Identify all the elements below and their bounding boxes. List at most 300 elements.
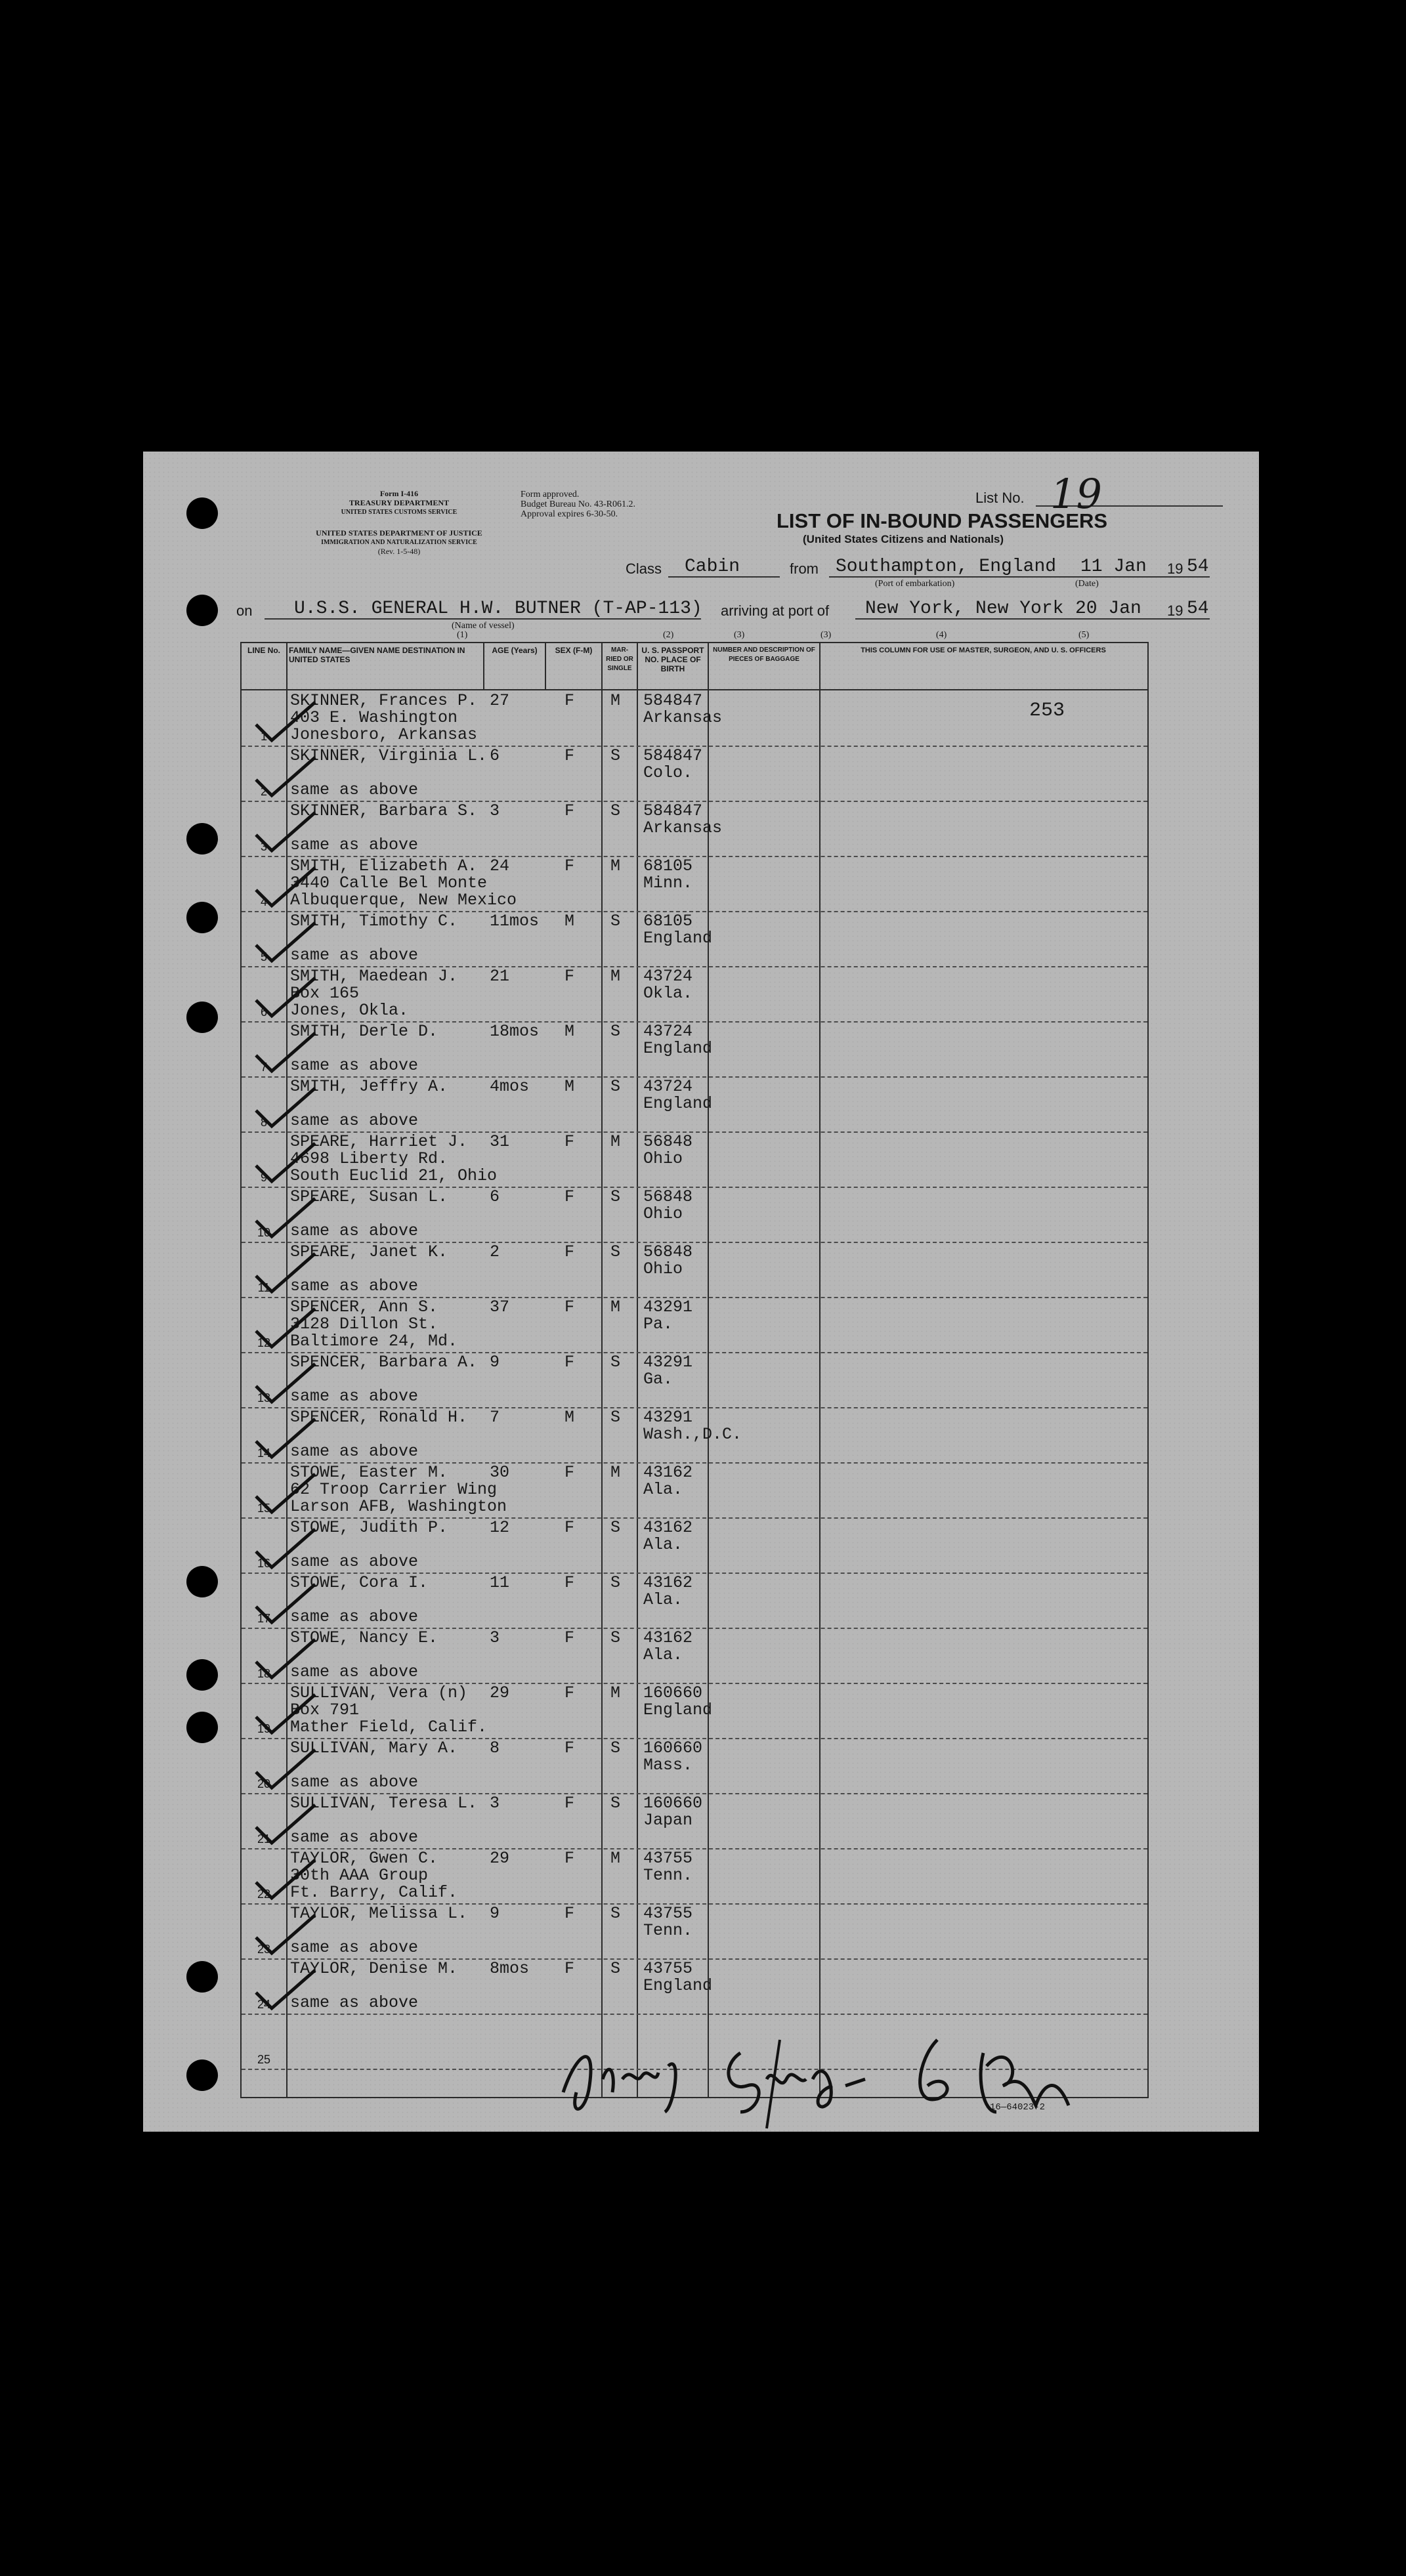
passport-number: 43291	[643, 1408, 693, 1427]
passenger-name: TAYLOR, Denise M.	[290, 1959, 458, 1978]
budget-bureau-no: Budget Bureau No. 43-R061.2.	[521, 499, 635, 509]
line-number: 25	[257, 2053, 271, 2066]
table-row	[242, 1903, 1147, 1958]
sex: F	[565, 856, 575, 876]
address-line-1: 30th AAA Group	[290, 1866, 429, 1885]
sex: F	[565, 1132, 575, 1151]
marital-status: S	[610, 1242, 621, 1261]
sex: F	[565, 1573, 575, 1592]
age: 18mos	[490, 1022, 540, 1041]
form-title: LIST OF IN-BOUND PASSENGERS	[777, 509, 1108, 532]
passenger-name: SMITH, Timothy C.	[290, 912, 458, 931]
sex: F	[565, 691, 575, 710]
line-number: 17	[257, 1612, 271, 1625]
place-of-birth: Wash.,D.C.	[643, 1425, 742, 1444]
address-line-2: Baltimore 24, Md.	[290, 1332, 458, 1351]
address-line-2: Mather Field, Calif.	[290, 1718, 488, 1737]
passenger-name: TAYLOR, Gwen C.	[290, 1849, 438, 1868]
address-line-1: 62 Troop Carrier Wing	[290, 1480, 498, 1499]
line-number: 10	[257, 1226, 271, 1239]
address-line-2: Albuquerque, New Mexico	[290, 891, 517, 910]
embark-year-prefix: 19	[1167, 560, 1183, 577]
age: 11mos	[490, 912, 540, 931]
sex: F	[565, 1849, 575, 1868]
passenger-name: STOWE, Cora I.	[290, 1573, 429, 1592]
address-line-2: same as above	[290, 1938, 419, 1957]
passenger-name: SKINNER, Frances P.	[290, 691, 478, 710]
address-line-2: same as above	[290, 946, 419, 965]
table-row	[242, 1021, 1147, 1076]
passport-number: 43724	[643, 1022, 693, 1041]
check-mark-icon	[247, 1139, 319, 1185]
marital-status: S	[610, 1904, 621, 1923]
col-num-5: (5)	[1078, 630, 1090, 640]
arrival-date: 20 Jan	[1075, 599, 1141, 619]
address-line-2: same as above	[290, 1993, 419, 2012]
line-number: 4	[260, 895, 267, 908]
marital-status: S	[610, 1628, 621, 1647]
check-mark-icon	[247, 698, 319, 744]
age: 30	[490, 1463, 510, 1482]
binder-hole	[186, 2059, 218, 2091]
place-of-birth: Tenn.	[643, 1866, 693, 1885]
binder-hole	[186, 497, 218, 529]
col-num-3a: (3)	[734, 630, 745, 640]
age: 6	[490, 1187, 500, 1206]
place-of-birth: Ga.	[643, 1370, 673, 1389]
age: 29	[490, 1683, 510, 1702]
sex: M	[565, 1022, 575, 1041]
passenger-name: SPEARE, Janet K.	[290, 1242, 448, 1261]
address-line-2: Jones, Okla.	[290, 1001, 409, 1020]
binder-hole	[186, 595, 218, 626]
address-line-2: same as above	[290, 1221, 419, 1240]
age: 2	[490, 1242, 500, 1261]
check-mark-icon	[247, 1636, 319, 1681]
line-number: 19	[257, 1722, 271, 1735]
sex: F	[565, 801, 575, 820]
marital-status: S	[610, 1408, 621, 1427]
passenger-name: SKINNER, Virginia L.	[290, 746, 488, 765]
passenger-name: SULLIVAN, Teresa L.	[290, 1794, 478, 1813]
header-baggage: NUMBER AND DESCRIPTION OF PIECES OF BAGGAGE	[713, 646, 815, 663]
line-number: 3	[260, 840, 267, 853]
check-mark-icon	[247, 1746, 319, 1792]
binder-hole	[186, 1566, 218, 1597]
line-number: 12	[257, 1336, 271, 1349]
passport-number: 584847	[643, 801, 703, 820]
arrival-port: New York, New York	[865, 599, 1064, 619]
age: 21	[490, 967, 510, 986]
place-of-birth: England	[643, 929, 713, 948]
line-number: 14	[257, 1446, 271, 1460]
check-mark-icon	[247, 1250, 319, 1296]
sex: F	[565, 1353, 575, 1372]
place-of-birth: Arkansas	[643, 818, 723, 837]
marital-status: S	[610, 1353, 621, 1372]
line-number: 1	[260, 730, 267, 743]
place-of-birth: Ala.	[643, 1480, 683, 1499]
age: 29	[490, 1849, 510, 1868]
age: 31	[490, 1132, 510, 1151]
passport-number: 43755	[643, 1959, 693, 1978]
sex: F	[565, 1794, 575, 1813]
sex: M	[565, 1077, 575, 1096]
check-mark-icon	[247, 1691, 319, 1737]
table-row	[242, 1793, 1147, 1848]
passenger-name: SULLIVAN, Mary A.	[290, 1739, 458, 1758]
address-line-2: South Euclid 21, Ohio	[290, 1166, 498, 1185]
place-of-birth: England	[643, 1700, 713, 1720]
place-of-birth: Arkansas	[643, 708, 723, 727]
address-line-2: same as above	[290, 1773, 419, 1792]
check-mark-icon	[247, 1029, 319, 1075]
form-footer-code: 16—64023-2	[990, 2102, 1046, 2113]
passport-number: 584847	[643, 691, 703, 710]
passport-number: 43724	[643, 967, 693, 986]
table-row	[242, 1187, 1147, 1242]
passenger-name: SPEARE, Susan L.	[290, 1187, 448, 1206]
list-no-label: List No.	[975, 490, 1025, 506]
address-line-1: 403 E. Washington	[290, 708, 458, 727]
line-number: 22	[257, 1888, 271, 1901]
passenger-name: SPENCER, Barbara A.	[290, 1353, 478, 1372]
passport-number: 160660	[643, 1683, 703, 1702]
address-line-1: 3440 Calle Bel Monte	[290, 874, 488, 893]
binder-hole	[186, 1961, 218, 1993]
age: 8mos	[490, 1959, 530, 1978]
table-row	[242, 1242, 1147, 1297]
sex: F	[565, 1242, 575, 1261]
approval-expires: Approval expires 6-30-50.	[521, 509, 618, 519]
check-mark-icon	[247, 1194, 319, 1240]
passenger-table	[240, 642, 1149, 2098]
line-number: 20	[257, 1777, 271, 1790]
age: 3	[490, 1794, 500, 1813]
marital-status: S	[610, 746, 621, 765]
passenger-name: SPEARE, Harriet J.	[290, 1132, 468, 1151]
passenger-name: SMITH, Derle D.	[290, 1022, 438, 1041]
marital-status: M	[610, 1298, 621, 1317]
age: 37	[490, 1298, 510, 1317]
passenger-manifest-page	[143, 452, 1259, 2132]
check-mark-icon	[247, 1305, 319, 1351]
passport-number: 68105	[643, 912, 693, 931]
list-no-handwritten: 19	[1050, 470, 1102, 518]
address-line-2: Jonesboro, Arkansas	[290, 725, 478, 744]
place-of-birth: Ohio	[643, 1259, 683, 1278]
passport-number: 56848	[643, 1132, 693, 1151]
embark-date: 11 Jan	[1080, 557, 1147, 577]
address-line-2: same as above	[290, 1277, 419, 1296]
ins-service: IMMIGRATION AND NATURALIZATION SERVICE	[321, 539, 477, 546]
place-of-birth: Colo.	[643, 763, 693, 782]
check-mark-icon	[247, 1580, 319, 1626]
marital-status: M	[610, 1683, 621, 1702]
age: 8	[490, 1739, 500, 1758]
line-number: 21	[257, 1832, 271, 1846]
passenger-name: SMITH, Elizabeth A.	[290, 856, 478, 876]
address-line-2: same as above	[290, 1552, 419, 1571]
age: 9	[490, 1904, 500, 1923]
passenger-name: SKINNER, Barbara S.	[290, 801, 478, 820]
header-name: FAMILY NAME—GIVEN NAME DESTINATION IN UNITED STATES	[289, 646, 465, 664]
line-number: 13	[257, 1391, 271, 1404]
marital-status: S	[610, 1187, 621, 1206]
address-line-2: same as above	[290, 1387, 419, 1406]
passenger-name: STOWE, Nancy E.	[290, 1628, 438, 1647]
place-of-birth: Ohio	[643, 1149, 683, 1168]
check-mark-icon	[247, 1084, 319, 1130]
customs-service: UNITED STATES CUSTOMS SERVICE	[341, 509, 458, 516]
passenger-name: SPENCER, Ann S.	[290, 1298, 438, 1317]
passport-number: 43291	[643, 1353, 693, 1372]
age: 24	[490, 856, 510, 876]
check-mark-icon	[247, 864, 319, 910]
address-line-2: same as above	[290, 1828, 419, 1847]
place-of-birth: England	[643, 1976, 713, 1995]
class-label: Class	[626, 560, 662, 577]
sex: F	[565, 1683, 575, 1702]
passenger-name: STOWE, Easter M.	[290, 1463, 448, 1482]
check-mark-icon	[247, 974, 319, 1020]
table-row	[242, 1683, 1147, 1738]
sex: F	[565, 967, 575, 986]
place-of-birth: Japan	[643, 1811, 693, 1830]
line-number: 23	[257, 1943, 271, 1956]
marital-status: M	[610, 967, 621, 986]
line-number: 8	[260, 1116, 267, 1129]
age: 3	[490, 1628, 500, 1647]
place-of-birth: Ohio	[643, 1204, 683, 1223]
line-number: 11	[257, 1281, 270, 1294]
col-num-4: (4)	[936, 630, 947, 640]
table-row	[242, 1297, 1147, 1352]
place-of-birth: Tenn.	[643, 1921, 693, 1940]
table-row	[242, 1462, 1147, 1517]
sex: F	[565, 1518, 575, 1537]
address-line-2: same as above	[290, 1607, 419, 1626]
passport-number: 43291	[643, 1298, 693, 1317]
line-number: 7	[260, 1061, 267, 1074]
address-line-1: 3128 Dillon St.	[290, 1315, 438, 1334]
sex: F	[565, 1959, 575, 1978]
embark-year: 54	[1187, 557, 1209, 577]
table-row	[242, 966, 1147, 1021]
binder-hole	[186, 1712, 218, 1743]
passport-number: 160660	[643, 1794, 703, 1813]
table-row	[242, 746, 1147, 801]
table-row	[242, 1848, 1147, 1903]
place-of-birth: England	[643, 1094, 713, 1113]
address-line-1: Box 165	[290, 984, 360, 1003]
age: 7	[490, 1408, 500, 1427]
arrival-year: 54	[1187, 599, 1209, 619]
passenger-name: SPENCER, Ronald H.	[290, 1408, 468, 1427]
header-age: AGE (Years)	[492, 646, 538, 655]
arriving-label: arriving at port of	[721, 602, 830, 619]
passport-number: 160660	[643, 1739, 703, 1758]
marital-status: S	[610, 1022, 621, 1041]
line-number: 15	[257, 1502, 271, 1515]
passport-number: 584847	[643, 746, 703, 765]
marital-status: M	[610, 691, 621, 710]
place-of-birth: Minn.	[643, 874, 693, 893]
from-label: from	[790, 560, 819, 577]
passport-number: 68105	[643, 856, 693, 876]
col-num-1: (1)	[457, 630, 468, 640]
place-of-birth: Ala.	[643, 1535, 683, 1554]
binder-hole	[186, 1659, 218, 1691]
age: 9	[490, 1353, 500, 1372]
place-of-birth: Okla.	[643, 984, 693, 1003]
passport-number: 56848	[643, 1242, 693, 1261]
age: 12	[490, 1518, 510, 1537]
line-number: 2	[260, 785, 267, 798]
age: 27	[490, 691, 510, 710]
header-line-no: LINE No.	[247, 646, 280, 655]
check-mark-icon	[247, 1856, 319, 1902]
marital-status: S	[610, 1959, 621, 1978]
passport-number: 43162	[643, 1573, 693, 1592]
passenger-name: SMITH, Maedean J.	[290, 967, 458, 986]
passenger-name: TAYLOR, Melissa L.	[290, 1904, 468, 1923]
check-mark-icon	[247, 1911, 319, 1957]
place-of-birth: Mass.	[643, 1756, 693, 1775]
sex: F	[565, 1463, 575, 1482]
check-mark-icon	[247, 1966, 319, 2012]
marital-status: M	[610, 1849, 621, 1868]
marital-status: M	[610, 1463, 621, 1482]
col-num-3b: (3)	[820, 630, 832, 640]
check-mark-icon	[247, 1525, 319, 1571]
sex: F	[565, 1739, 575, 1758]
table-row	[242, 1958, 1147, 2014]
line-number: 5	[260, 950, 267, 963]
vessel-name: U.S.S. GENERAL H.W. BUTNER (T-AP-113)	[294, 599, 702, 619]
sex: M	[565, 912, 575, 931]
address-line-2: same as above	[290, 780, 419, 799]
passport-number: 43755	[643, 1849, 693, 1868]
table-row	[242, 856, 1147, 911]
binder-hole	[186, 902, 218, 933]
check-mark-icon	[247, 1470, 319, 1516]
age: 3	[490, 801, 500, 820]
check-mark-icon	[247, 1801, 319, 1847]
arrival-year-prefix: 19	[1167, 602, 1183, 619]
sex: F	[565, 1904, 575, 1923]
header-sex: SEX (F-M)	[555, 646, 593, 655]
sex: M	[565, 1408, 575, 1427]
binder-hole	[186, 823, 218, 855]
passenger-name: SULLIVAN, Vera (n)	[290, 1683, 468, 1702]
header-officials: THIS COLUMN FOR USE OF MASTER, SURGEON, AND U. S. OFFICERS	[861, 646, 1106, 654]
marital-status: S	[610, 912, 621, 931]
table-row	[242, 1628, 1147, 1683]
officials-note: 253	[1029, 700, 1065, 722]
marital-status: M	[610, 856, 621, 876]
passenger-name: SMITH, Jeffry A.	[290, 1077, 448, 1096]
treasury-dept: TREASURY DEPARTMENT	[349, 498, 450, 507]
address-line-1: Box 791	[290, 1700, 360, 1720]
passenger-name: STOWE, Judith P.	[290, 1518, 448, 1537]
line-number: 16	[257, 1557, 271, 1570]
table-row	[242, 1352, 1147, 1407]
place-of-birth: Ala.	[643, 1645, 683, 1664]
check-mark-icon	[247, 919, 319, 965]
sex: F	[565, 746, 575, 765]
marital-status: S	[610, 1794, 621, 1813]
header-passport: U. S. PASSPORT NO. PLACE OF BIRTH	[641, 646, 704, 673]
address-line-1: 4698 Liberty Rd.	[290, 1149, 448, 1168]
address-line-2: Ft. Barry, Calif.	[290, 1883, 458, 1902]
line-number: 18	[257, 1667, 271, 1680]
table-row	[242, 1076, 1147, 1131]
age: 4mos	[490, 1077, 530, 1096]
col-num-2: (2)	[663, 630, 674, 640]
port-embark-caption: (Port of embarkation)	[875, 579, 955, 589]
marital-status: S	[610, 1739, 621, 1758]
on-label: on	[236, 602, 253, 619]
address-line-2: same as above	[290, 1662, 419, 1681]
place-of-birth: Pa.	[643, 1315, 673, 1334]
passport-number: 43755	[643, 1904, 693, 1923]
table-row	[242, 1573, 1147, 1628]
line-number: 24	[257, 1998, 271, 2011]
age: 6	[490, 746, 500, 765]
passport-number: 43162	[643, 1518, 693, 1537]
passport-number: 43162	[643, 1463, 693, 1482]
marital-status: S	[610, 1518, 621, 1537]
vessel-caption: (Name of vessel)	[452, 621, 515, 631]
class-value: Cabin	[685, 557, 740, 577]
sex: F	[565, 1298, 575, 1317]
marital-status: S	[610, 801, 621, 820]
inspector-signature	[550, 2014, 1101, 2132]
header-married: MAR- RIED OR SINGLE	[606, 646, 633, 672]
marital-status: S	[610, 1077, 621, 1096]
sex: F	[565, 1628, 575, 1647]
check-mark-icon	[247, 1360, 319, 1406]
form-approved: Form approved.	[521, 490, 580, 499]
passport-number: 56848	[643, 1187, 693, 1206]
form-revision: (Rev. 1-5-48)	[377, 547, 421, 556]
form-subtitle: (United States Citizens and Nationals)	[803, 533, 1004, 545]
check-mark-icon	[247, 809, 319, 855]
address-line-2: same as above	[290, 1111, 419, 1130]
table-row	[242, 1131, 1147, 1187]
table-row	[242, 1738, 1147, 1793]
table-row	[242, 690, 1147, 746]
address-line-2: same as above	[290, 1442, 419, 1461]
address-line-2: same as above	[290, 835, 419, 855]
age: 11	[490, 1573, 510, 1592]
passport-number: 43724	[643, 1077, 693, 1096]
line-number: 6	[260, 1005, 267, 1019]
address-line-2: same as above	[290, 1056, 419, 1075]
sex: F	[565, 1187, 575, 1206]
check-mark-icon	[247, 753, 319, 799]
table-row	[242, 1517, 1147, 1573]
table-row	[242, 911, 1147, 966]
place-of-birth: Ala.	[643, 1590, 683, 1609]
marital-status: M	[610, 1132, 621, 1151]
table-row	[242, 1407, 1147, 1462]
port-of-embarkation: Southampton, England	[836, 557, 1057, 577]
table-row	[242, 801, 1147, 856]
address-line-2: Larson AFB, Washington	[290, 1497, 507, 1516]
passport-number: 43162	[643, 1628, 693, 1647]
